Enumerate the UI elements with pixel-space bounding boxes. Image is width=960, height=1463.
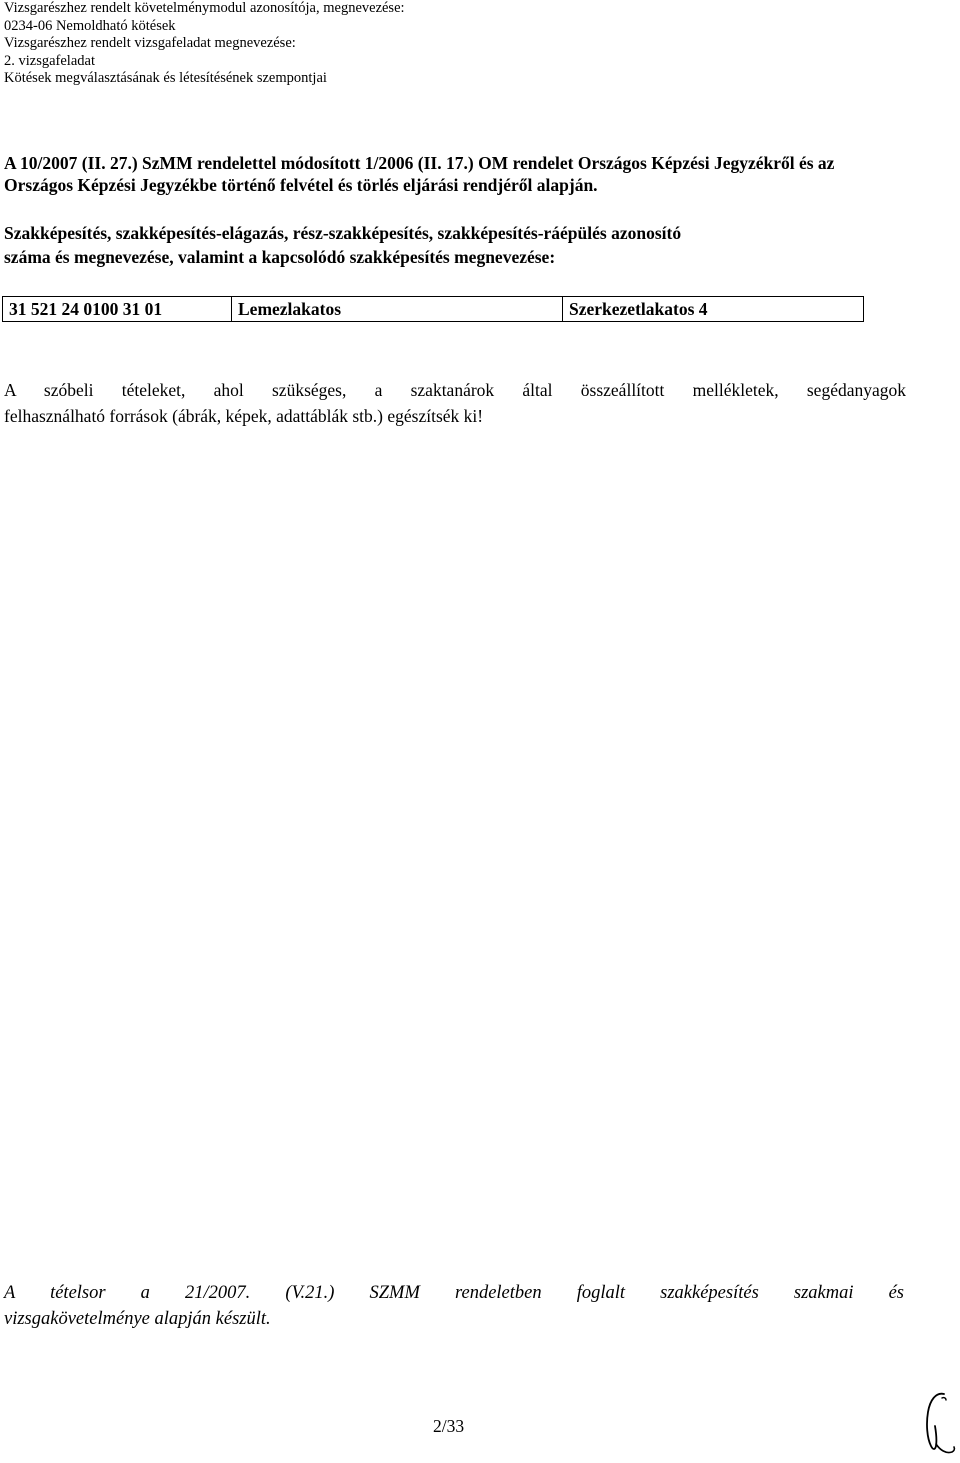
- qualification-intro-line-1: Szakképesítés, szakképesítés-elágazás, rész-szakképesítés, szakképesítés-ráépülés azonosító: [4, 223, 682, 243]
- header-task-label: Vizsgarészhez rendelt vizsgafeladat megnevezése:: [4, 35, 296, 51]
- qualification-intro: [4, 221, 909, 269]
- instruction-paragraph: [4, 377, 906, 429]
- qualification-code-cell: 31 521 24 0100 31 01: [3, 297, 232, 322]
- qualification-name-cell: Lemezlakatos: [232, 297, 563, 322]
- header-task-number: 2. vizsgafeladat: [4, 52, 95, 69]
- signature-mark-icon: [922, 1388, 956, 1458]
- footer-note: [4, 1280, 904, 1332]
- header-module-label: Vizsgarészhez rendelt követelménymodul azonosítója, megnevezése:: [4, 0, 405, 16]
- table-row: [3, 297, 864, 322]
- qualification-intro-line-2: száma és megnevezése, valamint a kapcsolódó szakképesítés megnevezése:: [4, 247, 556, 267]
- instruction-line-1: A szóbeli tételeket, ahol szükséges, a szaktanárok által összeállított mellékletek, segédanyagok: [4, 380, 906, 400]
- related-qualification-cell: Szerkezetlakatos 4: [563, 297, 864, 322]
- legal-basis-line-2: Országos Képzési Jegyzékbe történő felvétel és törlés eljárási rendjéről alapján.: [4, 175, 598, 195]
- instruction-line-2: felhasználható források (ábrák, képek, adattáblák stb.) egészítsék ki!: [4, 406, 484, 426]
- page-number: 2/33: [433, 1416, 465, 1436]
- header-module-value: 0234-06 Nemoldható kötések: [4, 17, 176, 34]
- legal-basis-paragraph: [4, 152, 909, 196]
- qualification-table: [2, 296, 864, 322]
- document-header: [4, 0, 944, 88]
- footer-note-line-1: A tételsor a 21/2007. (V.21.) SZMM rendeletben foglalt szakképesítés szakmai és: [4, 1283, 904, 1303]
- footer-note-line-2: vizsgakövetelménye alapján készült.: [4, 1309, 271, 1329]
- legal-basis-line-1: A 10/2007 (II. 27.) SzMM rendelettel módosított 1/2006 (II. 17.) OM rendelet Országos Képzési Jegyzékről és az: [4, 153, 835, 173]
- header-task-title: Kötések megválasztásának és létesítésének szempontjai: [4, 70, 327, 86]
